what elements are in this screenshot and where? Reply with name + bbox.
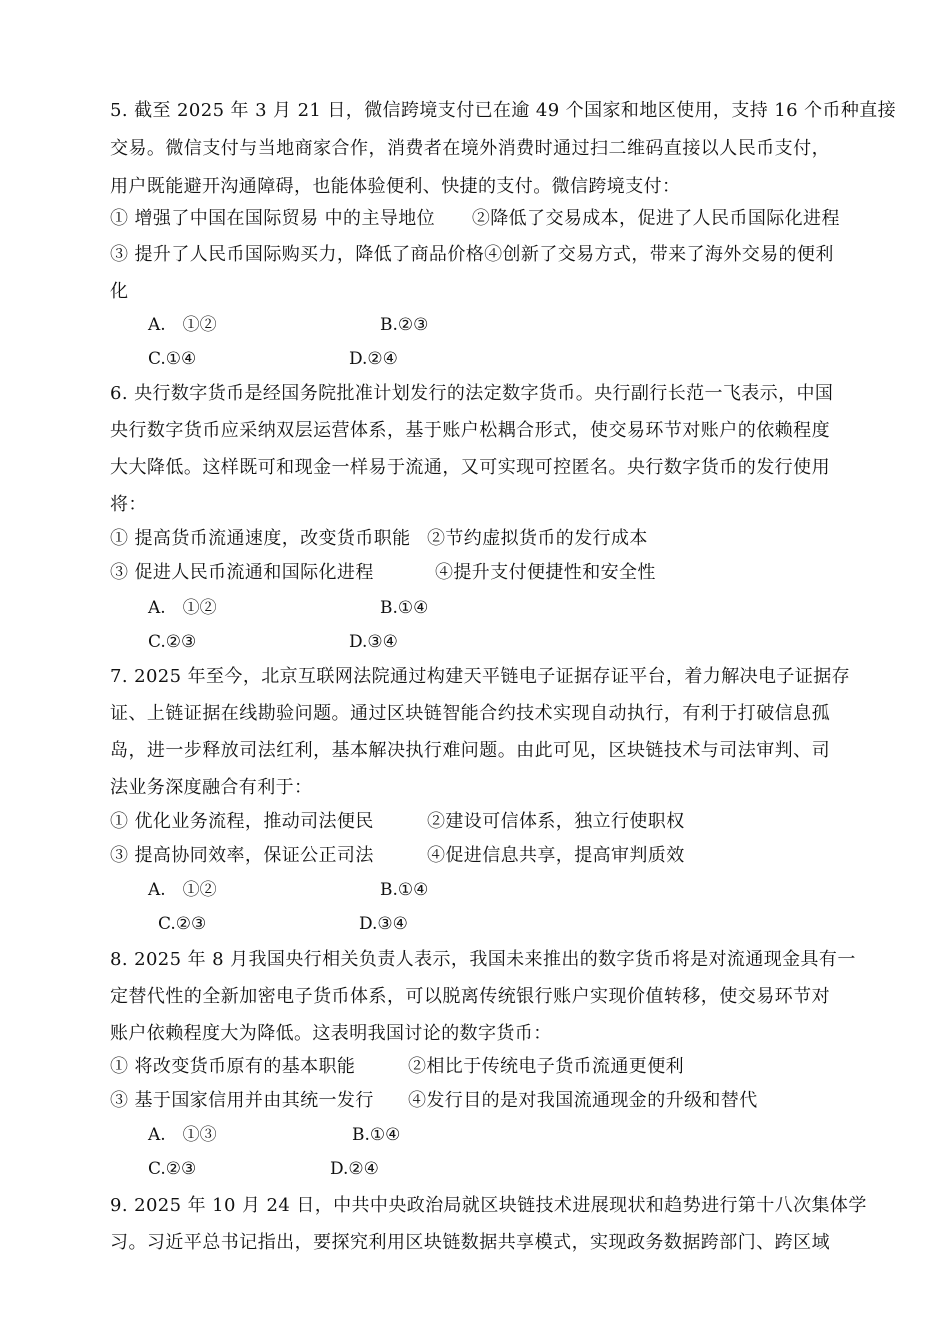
q7-option-c: C.②③ xyxy=(158,914,207,934)
q8-statement-3: ③ 基于国家信用并由其统一发行 xyxy=(110,1090,374,1111)
q6-statement-4: ④提升支付便捷性和安全性 xyxy=(435,562,656,583)
q7-option-d: D.③④ xyxy=(359,914,408,934)
q7-stem-line-2: 证、上链证据在线勘验问题。通过区块链智能合约技术实现自动执行，有利于打破信息孤 xyxy=(110,703,830,724)
q5-stem-line-3: 用户既能避开沟通障碍，也能体验便利、快捷的支付。微信跨境支付： xyxy=(110,176,681,197)
q7-statement-2: ②建设可信体系，独立行使职权 xyxy=(427,811,685,832)
q8-stem-line-3: 账户依赖程度大为降低。这表明我国讨论的数字货币： xyxy=(110,1023,552,1044)
q5-option-b: B.②③ xyxy=(380,315,429,335)
q7-statement-4: ④促进信息共享，提高审判质效 xyxy=(427,845,685,866)
q6-stem-line-3: 大大降低。这样既可和现金一样易于流通，又可实现可控匿名。央行数字货币的发行使用 xyxy=(110,457,830,478)
q7-stem-line-1: 7. 2025 年至今，北京互联网法院通过构建天平链电子证据存证平台，着力解决电子证据存 xyxy=(110,666,851,687)
q6-option-b: B.①④ xyxy=(380,598,429,618)
q7-option-b: B.①④ xyxy=(380,880,429,900)
q7-statement-1: ① 优化业务流程，推动司法便民 xyxy=(110,811,374,832)
q8-statement-1: ① 将改变货币原有的基本职能 xyxy=(110,1056,356,1077)
q6-option-a: A. ①② xyxy=(148,598,217,618)
q5-stem-line-2: 交易。微信支付与当地商家合作，消费者在境外消费时通过扫二维码直接以人民币支付， xyxy=(110,138,830,159)
q5-option-c: C.①④ xyxy=(148,349,197,369)
q6-stem-line-4: 将： xyxy=(110,494,147,515)
q5-statements-line-3: 化 xyxy=(110,281,129,302)
q8-option-c: C.②③ xyxy=(148,1159,197,1179)
q8-stem-line-1: 8. 2025 年 8 月我国央行相关负责人表示，我国未来推出的数字货币将是对流通现金具有一 xyxy=(110,949,856,970)
q5-option-a: A. ①② xyxy=(148,315,217,335)
q6-stem-line-1: 6. 央行数字货币是经国务院批准计划发行的法定数字货币。央行副行长范一飞表示，中国 xyxy=(110,383,834,404)
q7-stem-line-4: 法业务深度融合有利于： xyxy=(110,777,313,798)
q8-option-d: D.②④ xyxy=(330,1159,379,1179)
q6-statement-1: ① 提高货币流通速度，改变货币职能 xyxy=(110,528,411,549)
q5-statements-line-2: ③ 提升了人民币国际购买力，降低了商品价格④创新了交易方式，带来了海外交易的便利 xyxy=(110,244,834,265)
q7-stem-line-3: 岛，进一步释放司法红利，基本解决执行难问题。由此可见，区块链技术与司法审判、司 xyxy=(110,740,830,761)
q5-option-d: D.②④ xyxy=(349,349,398,369)
q6-option-d: D.③④ xyxy=(349,632,398,652)
q5-statements-line-1: ① 增强了中国在国际贸易 中的主导地位 ②降低了交易成本，促进了人民币国际化进程 xyxy=(110,208,840,229)
q9-stem-line-2: 习。习近平总书记指出，要探究利用区块链数据共享模式，实现政务数据跨部门、跨区域 xyxy=(110,1232,830,1253)
q6-option-c: C.②③ xyxy=(148,632,197,652)
q8-stem-line-2: 定替代性的全新加密电子货币体系，可以脱离传统银行账户实现价值转移，使交易环节对 xyxy=(110,986,830,1007)
q8-statement-4: ④发行目的是对我国流通现金的升级和替代 xyxy=(408,1090,758,1111)
q6-stem-line-2: 央行数字货币应采纳双层运营体系，基于账户松耦合形式，使交易环节对账户的依赖程度 xyxy=(110,420,830,441)
q6-statement-3: ③ 促进人民币流通和国际化进程 xyxy=(110,562,374,583)
q8-option-a: A. ①③ xyxy=(148,1125,217,1145)
q6-statement-2: ②节约虚拟货币的发行成本 xyxy=(427,528,648,549)
q8-statement-2: ②相比于传统电子货币流通更便利 xyxy=(408,1056,684,1077)
q8-option-b: B.①④ xyxy=(352,1125,401,1145)
q7-option-a: A. ①② xyxy=(148,880,217,900)
q5-stem-line-1: 5. 截至 2025 年 3 月 21 日，微信跨境支付已在逾 49 个国家和地区使用，支持 16 个币种直接 xyxy=(110,100,897,121)
q9-stem-line-1: 9. 2025 年 10 月 24 日，中共中央政治局就区块链技术进展现状和趋势进行第十八次集体学 xyxy=(110,1195,867,1216)
q7-statement-3: ③ 提高协同效率，保证公正司法 xyxy=(110,845,374,866)
